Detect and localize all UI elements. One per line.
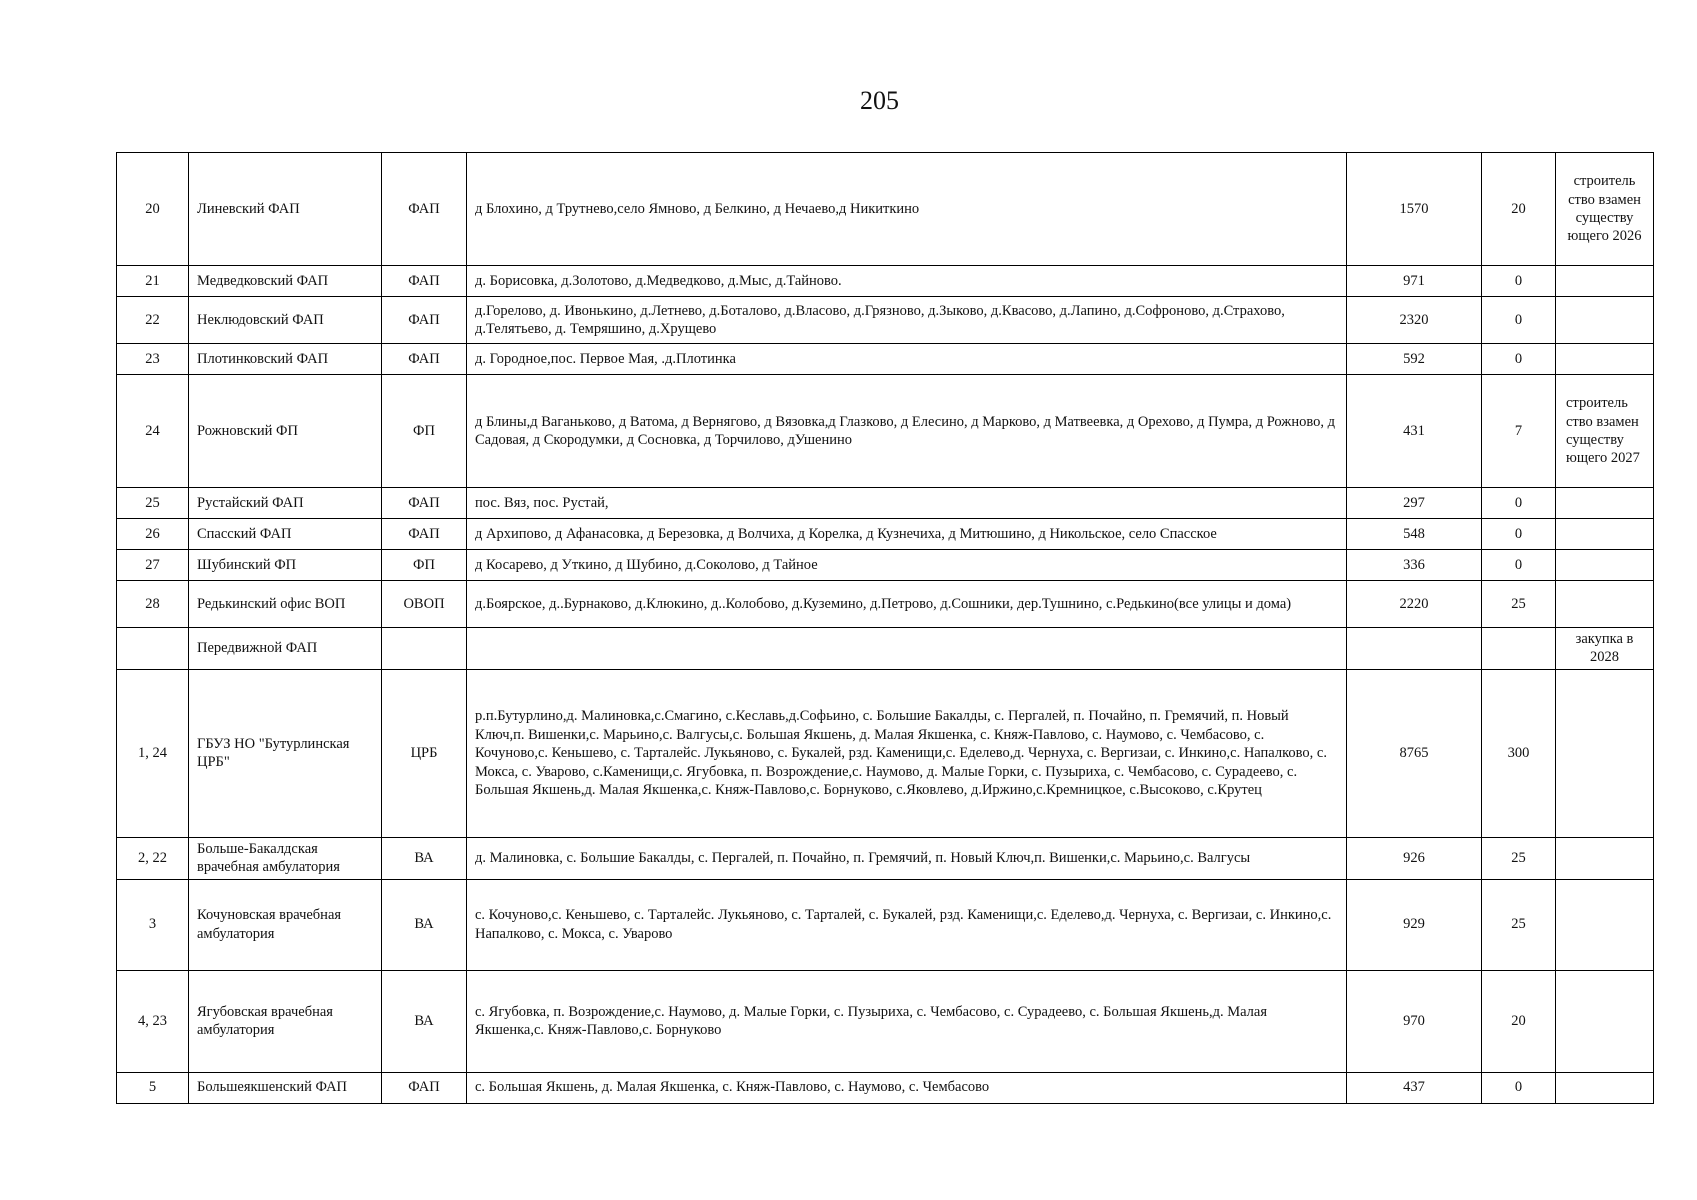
row-number: 21 (117, 266, 189, 297)
facility-name: Спасский ФАП (189, 519, 382, 550)
served-localities: с. Большая Якшень, д. Малая Якшенка, с. Княж-Павлово, с. Наумово, с. Чембасово (467, 1072, 1347, 1103)
note-cell (1556, 837, 1654, 879)
row-number: 23 (117, 344, 189, 375)
served-localities: д.Боярское, д..Бурнаково, д.Клюкино, д..Колобово, д.Куземино, д.Петрово, д.Сошники, дер.Тушнино, с.Редькино(все улицы и дома) (467, 581, 1347, 628)
row-number: 27 (117, 550, 189, 581)
served-localities: с. Ягубовка, п. Возрождение,с. Наумово, д. Малые Горки, с. Пузыриха, с. Чембасово, с. Сурадеево, с. Большая Якшень,д. Малая Якшенка,с. Княж-Павлово,с. Борнуково (467, 970, 1347, 1072)
row-number: 28 (117, 581, 189, 628)
table-row (117, 519, 1654, 550)
population-count: 970 (1347, 970, 1482, 1072)
population-count: 929 (1347, 879, 1482, 970)
table-row (117, 581, 1654, 628)
served-localities: д. Борисовка, д.Золотово, д.Медведково, д.Мыс, д.Тайново. (467, 266, 1347, 297)
row-number: 24 (117, 375, 189, 488)
served-localities: д.Горелово, д. Ивонькино, д.Летнево, д.Боталово, д.Власово, д.Грязново, д.Зыково, д.Квасово, д.Лапино, д.Софроново, д.Страхово, д.Телятьево, д. Темряшино, д.Хрущево (467, 297, 1347, 344)
population-count: 971 (1347, 266, 1482, 297)
served-localities: р.п.Бутурлино,д. Малиновка,с.Смагино, с.Кеславь,д.Софьино, с. Большие Бакалды, с. Пергалей, п. Почайно, п. Гремячий, п. Новый Ключ,п. Вишенки,с. Марьино,с. Валгусы,с. Большая Якшень, д. Малая Якшенка, с. Княж-Павлово, с. Наумово, с. Чембасово, с. Кочуново,с. Кеньшево, с. Тарталейс. Лукьяново, с. Букалей, рзд. Каменищи,с. Еделево,д. Чернуха, с. Вергизаи, с. Инкино,с. Напалково, с. Мокса, с. Уварово, с.Каменищи,с. Ягубовка, п. Возрождение,с. Наумово, д. Малые Горки, с. Пузыриха, с. Чембасово, с. Сурадеево, с. Большая Якшень,д. Малая Якшенка,с. Княж-Павлово,с. Борнуково, с.Яковлево, д.Иржино,с.Кремницкое, с.Высоково, с.Крутец (467, 669, 1347, 837)
table-row (117, 153, 1654, 266)
facility-name: Неклюдовский ФАП (189, 297, 382, 344)
distance-value: 20 (1482, 153, 1556, 266)
population-count: 2320 (1347, 297, 1482, 344)
table-row (117, 488, 1654, 519)
table-row (117, 1072, 1654, 1103)
page-number: 205 (860, 86, 899, 115)
row-number: 22 (117, 297, 189, 344)
note-cell (1556, 266, 1654, 297)
note-cell (1556, 970, 1654, 1072)
distance-value: 20 (1482, 970, 1556, 1072)
distance-value: 0 (1482, 519, 1556, 550)
table-row (117, 344, 1654, 375)
note-cell (1556, 344, 1654, 375)
facility-name: Рожновский ФП (189, 375, 382, 488)
facility-type: ФП (382, 550, 467, 581)
served-localities: д Косарево, д Уткино, д Шубино, д.Соколово, д Тайное (467, 550, 1347, 581)
facility-name: Ягубовская врачебная амбулатория (189, 970, 382, 1072)
facility-name: Кочуновская врачебная амбулатория (189, 879, 382, 970)
table-row (117, 550, 1654, 581)
row-number: 25 (117, 488, 189, 519)
facility-type: ФП (382, 375, 467, 488)
facility-type: ФАП (382, 344, 467, 375)
served-localities: д Блохино, д Трутнево,село Ямново, д Белкино, д Нечаево,д Никиткино (467, 153, 1347, 266)
table-row (117, 879, 1654, 970)
table-row (117, 266, 1654, 297)
note-cell (1556, 879, 1654, 970)
distance-value: 0 (1482, 297, 1556, 344)
facility-type (382, 628, 467, 670)
note-cell (1556, 519, 1654, 550)
population-count: 8765 (1347, 669, 1482, 837)
served-localities: д Блины,д Ваганьково, д Ватома, д Вернягово, д Вязовка,д Глазково, д Елесино, д Марково, д Матвеевка, д Орехово, д Пумра, д Рожново, д Садовая, д Скородумки, д Сосновка, д Торчилово, дУшенино (467, 375, 1347, 488)
facility-type: ВА (382, 879, 467, 970)
row-number: 26 (117, 519, 189, 550)
distance-value: 300 (1482, 669, 1556, 837)
facility-type: ВА (382, 837, 467, 879)
row-number: 4, 23 (117, 970, 189, 1072)
note-cell (1556, 581, 1654, 628)
distance-value: 0 (1482, 488, 1556, 519)
note-cell: строитель ство взамен существу ющего 2026 (1556, 153, 1654, 266)
distance-value: 25 (1482, 879, 1556, 970)
served-localities: д. Городное,пос. Первое Мая, .д.Плотинка (467, 344, 1347, 375)
note-cell (1556, 297, 1654, 344)
table-row (117, 628, 1654, 670)
served-localities: с. Кочуново,с. Кеньшево, с. Тарталейс. Лукьяново, с. Тарталей, с. Букалей, рзд. Каменищи,с. Еделево,д. Чернуха, с. Вергизаи, с. Инкино,с. Напалково, с. Мокса, с. Уварово (467, 879, 1347, 970)
served-localities: пос. Вяз, пос. Рустай, (467, 488, 1347, 519)
note-cell (1556, 669, 1654, 837)
facility-name: Плотинковский ФАП (189, 344, 382, 375)
row-number: 3 (117, 879, 189, 970)
population-count: 431 (1347, 375, 1482, 488)
facility-name: Больше-Бакалдская врачебная амбулатория (189, 837, 382, 879)
row-number: 20 (117, 153, 189, 266)
row-number: 1, 24 (117, 669, 189, 837)
facility-name: Рустайский ФАП (189, 488, 382, 519)
row-number: 5 (117, 1072, 189, 1103)
facility-type: ВА (382, 970, 467, 1072)
distance-value: 25 (1482, 581, 1556, 628)
note-cell: строитель ство взамен существу ющего 2027 (1556, 375, 1654, 488)
population-count: 926 (1347, 837, 1482, 879)
note-cell (1556, 488, 1654, 519)
facility-type: ФАП (382, 1072, 467, 1103)
served-localities (467, 628, 1347, 670)
population-count: 592 (1347, 344, 1482, 375)
note-cell (1556, 1072, 1654, 1103)
table-row (117, 837, 1654, 879)
note-cell: закупка в 2028 (1556, 628, 1654, 670)
distance-value (1482, 628, 1556, 670)
population-count: 297 (1347, 488, 1482, 519)
distance-value: 7 (1482, 375, 1556, 488)
served-localities: д. Малиновка, с. Большие Бакалды, с. Пергалей, п. Почайно, п. Гремячий, п. Новый Ключ,п. Вишенки,с. Марьино,с. Валгусы (467, 837, 1347, 879)
distance-value: 0 (1482, 344, 1556, 375)
facility-name: Медведковский ФАП (189, 266, 382, 297)
distance-value: 0 (1482, 266, 1556, 297)
table-row (117, 669, 1654, 837)
facility-type: ЦРБ (382, 669, 467, 837)
population-count: 336 (1347, 550, 1482, 581)
facility-type: ФАП (382, 297, 467, 344)
facility-type: ОВОП (382, 581, 467, 628)
population-count: 437 (1347, 1072, 1482, 1103)
facility-type: ФАП (382, 266, 467, 297)
facility-name: Большеякшенский ФАП (189, 1072, 382, 1103)
row-number: 2, 22 (117, 837, 189, 879)
row-number (117, 628, 189, 670)
facility-name: Передвижной ФАП (189, 628, 382, 670)
distance-value: 0 (1482, 1072, 1556, 1103)
note-cell (1556, 550, 1654, 581)
facility-type: ФАП (382, 488, 467, 519)
facility-name: Шубинский ФП (189, 550, 382, 581)
population-count: 1570 (1347, 153, 1482, 266)
population-count: 2220 (1347, 581, 1482, 628)
distance-value: 25 (1482, 837, 1556, 879)
facilities-table (116, 152, 1654, 1104)
table-row (117, 297, 1654, 344)
facility-name: Линевский ФАП (189, 153, 382, 266)
population-count: 548 (1347, 519, 1482, 550)
facility-name: Редькинский офис ВОП (189, 581, 382, 628)
facility-type: ФАП (382, 519, 467, 550)
facility-type: ФАП (382, 153, 467, 266)
population-count (1347, 628, 1482, 670)
distance-value: 0 (1482, 550, 1556, 581)
table-row (117, 375, 1654, 488)
facility-name: ГБУЗ НО "Бутурлинская ЦРБ" (189, 669, 382, 837)
table-row (117, 970, 1654, 1072)
served-localities: д Архипово, д Афанасовка, д Березовка, д Волчиха, д Корелка, д Кузнечиха, д Митюшино, д Никольское, село Спасское (467, 519, 1347, 550)
